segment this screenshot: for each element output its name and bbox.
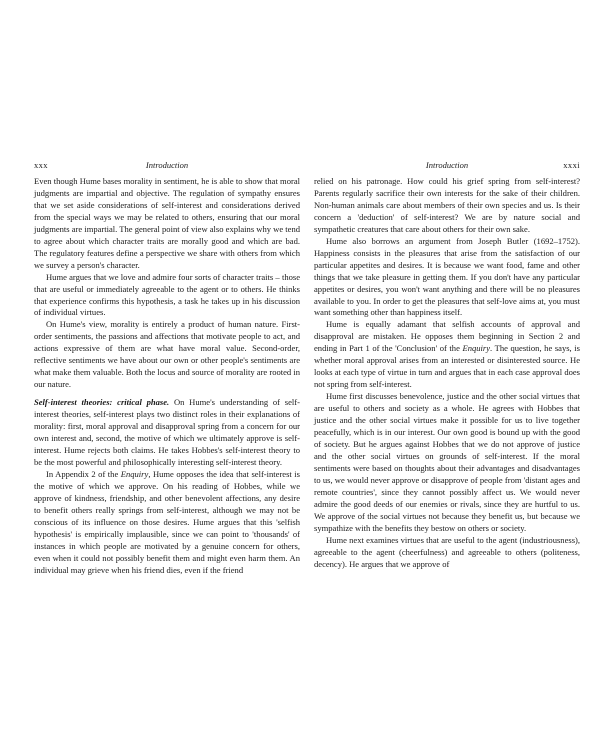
right-paragraph-3 — [314, 319, 580, 391]
right-paragraph-4: Hume first discusses benevolence, justice and the other social virtues that are useful to others and society as a whole. He agrees with Hobbes that justice and the other social virtues make it possible for us to live together peacefully, which is in our interest. Our own good is bound up with the good of society. But he argues against Hobbes that we do not approve of justice and the other social virtues on grounds of self-interest. If the moral sentiments were based on thoughts about their advantages and disadvantages to us, we would never approve or disapprove of people from 'distant ages and remote countries', since they cannot possibly affect us. We would never admire the good deeds of our enemies or rivals, since they are hurtful to us. We approve of the social virtues not because they benefit us, but because we sympathize with the benefits they bestow on others or society. — [314, 391, 580, 533]
left-paragraph-3: On Hume's view, morality is entirely a product of human nature. First-order sentiments, the passions and affections that motivate people to act, and actions expressive of them are what have moral value. Second-order, reflective sentiments we have about our own or other people's sentiments are what make them valuable. Both the locus and source of morality are rooted in our nature. — [34, 319, 300, 390]
left-paragraph-1: Even though Hume bases morality in sentiment, he is able to show that moral judgments are impartial and objective. The regulation of sympathy ensures that we set aside considerations of self-interest and considerations derived from the special ways we may be related to others, ensuring that our moral judgments are impartial. The general point of view also explains why we tend to agree about which character traits are morally good and which are bad. The regulatory features define a perspective we share with others from which we survey a person's character. — [34, 176, 300, 270]
section-heading: Self-interest theories: critical phase. — [34, 397, 170, 408]
left-page — [34, 160, 300, 576]
left-page-number: xxx — [34, 160, 48, 170]
right-paragraph-5: Hume next examines virtues that are useful to the agent (industriousness), agreeable to the agent (cheerfulness) and agreeable to others (politeness, decency). He argues that we approve of — [314, 534, 580, 569]
left-running-title: Introduction — [145, 160, 189, 170]
right-running-head — [314, 160, 580, 172]
right-paragraph-2: Hume also borrows an argument from Joseph Butler (1692–1752). Happiness consists in the pleasures that arise from the satisfaction of our particular appetites and desires. It is because we want food, fame and other things that we take pleasure in getting them. If you don't have any particular appetites or desires, you won't want anything and there will be no pleasures available to you. In order to get the pleasures that self-love aims at, you must want something other than happiness itself. — [314, 235, 580, 318]
left-paragraph-5-rest: , Hume opposes the idea that self-interest is the motive of which we approve. On his reading of Hobbes, while we approve of kindness, friendship, and other benevolent affections, any desire to benefit others really springs from self-interest, although we may not be conscious of its influence on those desires. Hume argues that this 'selfish hypothesis' is empirically implausible, since we can point to 'thousands' of instances in which people are motivated by a genuine concern for others, even when it could not possibly benefit them and might even harm them. An individual may grieve when his friend dies, even if the friend — [34, 468, 301, 575]
right-paragraph-1: relied on his patronage. How could his grief spring from self-interest? Parents regularly sacrifice their own interests for the sake of their children. Non-human animals care about members of their own species and us. Is their concern a 'deduction' of self-interest? We are by nature social and sympathetic creatures that care about others for their own sake. — [314, 176, 580, 234]
left-running-head — [34, 160, 300, 172]
right-page-number: xxxi — [563, 160, 580, 170]
right-running-title: Introduction — [425, 160, 469, 170]
left-paragraph-5-start: In Appendix 2 of the — [46, 468, 121, 479]
right-enquiry-title: Enquiry — [462, 343, 491, 354]
right-paragraph-3-start: Hume is equally adamant that selfish accounts of approval and disapproval are mistaken. He opposes them beginning in Section 2 and ending in Part 1 of the 'Conclusion' of the — [314, 319, 580, 354]
left-enquiry-title: Enquiry — [120, 468, 149, 479]
left-paragraph-5 — [34, 469, 300, 577]
left-paragraph-2: Hume argues that we love and admire four sorts of character traits – those that are useful or immediately agreeable to the agent or to others. He thinks that experience confirms this hypothesis, a task he takes up in his discussion of individual virtues. — [34, 271, 300, 318]
right-page — [314, 160, 580, 570]
right-paragraph-3-rest: . The question, he says, is whether moral approval arises from an interested or disinterested source. He looks at each type of virtue in turn and argues that in each case approval does not spring from self-interest. — [314, 343, 580, 390]
left-paragraph-4-text: On Hume's understanding of self-interest theories, self-interest plays two distinct roles in their explanations of morality: first, moral approval and disapproval spring from a concern for our own interest and, second, the motive of which we ultimately approve is self-interest. Hume rejects both claims. He takes Hobbes's self-interest theory to be the most powerful and philosophically interesting self-interest theory. — [34, 397, 300, 467]
left-paragraph-4 — [34, 397, 300, 469]
